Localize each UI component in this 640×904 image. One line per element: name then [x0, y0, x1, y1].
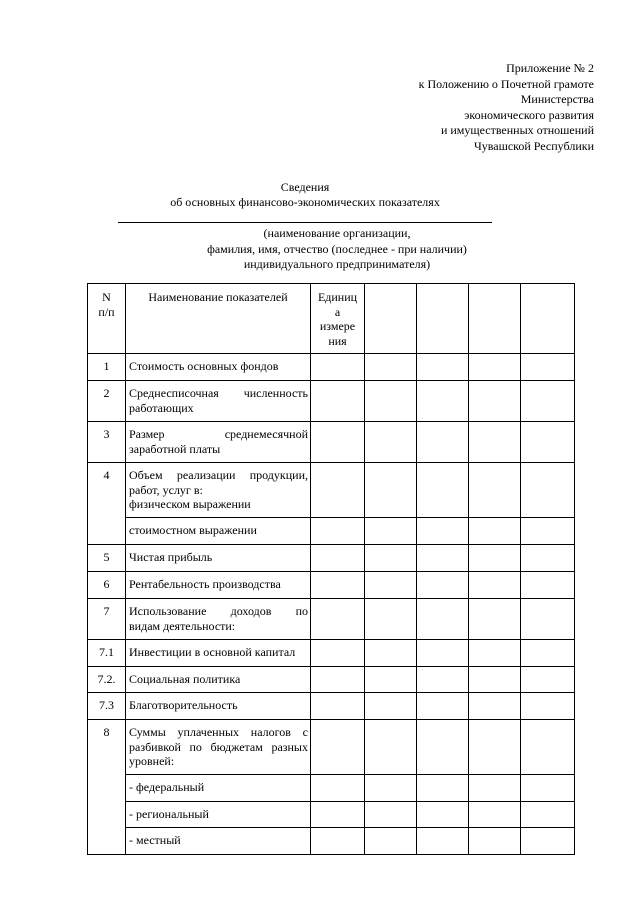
data-cell[interactable] — [469, 667, 521, 693]
data-cell[interactable] — [469, 693, 521, 720]
caption-line: индивидуального предпринимателя) — [243, 257, 431, 271]
row-num: 4 — [88, 463, 126, 545]
data-cell[interactable] — [365, 381, 417, 422]
data-cell[interactable] — [365, 518, 417, 545]
header-unit-l2: а — [334, 304, 341, 319]
header-unit — [311, 284, 365, 354]
data-cell[interactable] — [417, 381, 469, 422]
row-name: Рентабельность производства — [126, 572, 311, 599]
row-name-line: работ, услуг в: — [129, 482, 203, 497]
data-cell[interactable] — [365, 667, 417, 693]
data-cell[interactable] — [521, 284, 575, 354]
unit-cell[interactable] — [311, 381, 365, 422]
row-name: Инвестиции в основной капитал — [126, 640, 311, 667]
row-num: 7 — [88, 599, 126, 640]
row-name: стоимостном выражении — [126, 518, 311, 545]
table-header-row — [88, 284, 575, 354]
data-cell[interactable] — [417, 640, 469, 667]
row-name-line: Объем реализации продукции, — [129, 468, 308, 482]
title-line: Сведения — [280, 180, 330, 194]
data-cell[interactable] — [521, 422, 575, 463]
table-row — [88, 599, 575, 640]
row-name: Стоимость основных фондов — [126, 354, 311, 381]
row-num: 7.2. — [88, 667, 126, 693]
table-row — [88, 720, 575, 775]
data-cell[interactable] — [365, 599, 417, 640]
data-cell[interactable] — [521, 518, 575, 545]
row-name: Чистая прибыль — [126, 545, 311, 572]
table-row — [88, 828, 575, 855]
row-name-line: физическом выражении — [129, 497, 251, 511]
row-name-line: Размер среднемесячной — [129, 427, 308, 441]
table-row — [88, 422, 575, 463]
data-cell[interactable] — [521, 381, 575, 422]
header-unit-l1: Единиц — [317, 290, 358, 304]
row-num: 5 — [88, 545, 126, 572]
data-cell[interactable] — [521, 828, 575, 855]
unit-cell[interactable] — [311, 518, 365, 545]
row-name-line: Использование доходов по — [129, 604, 308, 618]
data-cell[interactable] — [417, 422, 469, 463]
data-cell[interactable] — [417, 667, 469, 693]
data-cell[interactable] — [365, 720, 417, 775]
data-cell[interactable] — [469, 802, 521, 828]
header-num-l2: п/п — [98, 304, 115, 319]
data-cell[interactable] — [469, 518, 521, 545]
data-cell[interactable] — [469, 599, 521, 640]
data-cell[interactable] — [521, 572, 575, 599]
row-name: Благотворительность — [126, 693, 311, 720]
data-cell[interactable] — [365, 775, 417, 802]
appendix-line: Министерства — [520, 92, 594, 106]
appendix-line: к Положению о Почетной грамоте — [418, 76, 594, 91]
caption-line: (наименование организации, — [263, 226, 411, 240]
data-cell[interactable] — [365, 354, 417, 381]
data-cell[interactable] — [365, 463, 417, 518]
row-num: 7.3 — [88, 693, 126, 720]
row-name: - региональный — [126, 802, 311, 828]
unit-cell[interactable] — [311, 720, 365, 775]
unit-cell[interactable] — [311, 693, 365, 720]
unit-cell[interactable] — [311, 599, 365, 640]
table-row — [88, 693, 575, 720]
data-cell[interactable] — [417, 599, 469, 640]
document-title — [118, 180, 492, 210]
appendix-line: и имущественных отношений — [440, 123, 594, 137]
data-cell[interactable] — [417, 284, 469, 354]
row-name-line: разбивкой по бюджетам разных — [129, 739, 308, 754]
data-cell[interactable] — [521, 802, 575, 828]
row-name-line: работающих — [129, 400, 194, 415]
data-cell[interactable] — [469, 828, 521, 855]
row-name-line: заработной платы — [129, 441, 221, 456]
appendix-header — [419, 61, 594, 154]
indicators-table — [87, 283, 575, 855]
appendix-line: экономического развития — [464, 107, 594, 122]
data-cell[interactable] — [469, 463, 521, 518]
data-cell[interactable] — [417, 720, 469, 775]
row-name-line: уровней: — [129, 754, 175, 768]
row-name: - местный — [126, 828, 311, 855]
row-num: 6 — [88, 572, 126, 599]
row-name — [126, 463, 311, 518]
data-cell[interactable] — [417, 828, 469, 855]
data-cell[interactable] — [469, 720, 521, 775]
data-cell[interactable] — [521, 640, 575, 667]
unit-cell[interactable] — [311, 463, 365, 518]
data-cell[interactable] — [469, 775, 521, 802]
appendix-line: Чувашской Республики — [473, 138, 594, 153]
data-cell[interactable] — [469, 422, 521, 463]
row-num: 7.1 — [88, 640, 126, 667]
data-cell[interactable] — [365, 284, 417, 354]
header-num-l1: N — [102, 290, 111, 304]
row-num: 3 — [88, 422, 126, 463]
unit-cell[interactable] — [311, 667, 365, 693]
table-row — [88, 381, 575, 422]
unit-cell[interactable] — [311, 775, 365, 802]
data-cell[interactable] — [521, 545, 575, 572]
data-cell[interactable] — [521, 354, 575, 381]
table-row — [88, 802, 575, 828]
header-unit-l3: измере — [319, 319, 356, 333]
data-cell[interactable] — [469, 381, 521, 422]
header-unit-l4: ния — [328, 333, 347, 348]
row-num: 2 — [88, 381, 126, 422]
row-name — [126, 599, 311, 640]
appendix-line: Приложение № 2 — [506, 61, 594, 75]
data-cell[interactable] — [365, 572, 417, 599]
row-name — [126, 381, 311, 422]
data-cell[interactable] — [469, 354, 521, 381]
fill-in-underline — [118, 222, 492, 223]
row-num: 1 — [88, 354, 126, 381]
header-name: Наименование показателей — [126, 284, 311, 354]
data-cell[interactable] — [417, 354, 469, 381]
data-cell[interactable] — [365, 802, 417, 828]
unit-cell[interactable] — [311, 640, 365, 667]
unit-cell[interactable] — [311, 828, 365, 855]
data-cell[interactable] — [469, 640, 521, 667]
data-cell[interactable] — [469, 284, 521, 354]
table-row — [88, 518, 575, 545]
row-name: - федеральный — [126, 775, 311, 802]
data-cell[interactable] — [469, 572, 521, 599]
row-name-line: видам деятельности: — [129, 618, 236, 633]
row-name — [126, 720, 311, 775]
row-name: Социальная политика — [126, 667, 311, 693]
row-name — [126, 422, 311, 463]
title-subline: об основных финансово-экономических показателях — [170, 195, 440, 209]
row-num: 8 — [88, 720, 126, 855]
data-cell[interactable] — [521, 599, 575, 640]
data-cell[interactable] — [417, 802, 469, 828]
data-cell[interactable] — [365, 693, 417, 720]
data-cell[interactable] — [365, 545, 417, 572]
data-cell[interactable] — [521, 720, 575, 775]
data-cell[interactable] — [365, 422, 417, 463]
unit-cell[interactable] — [311, 354, 365, 381]
row-name-line: Среднесписочная численность — [129, 386, 308, 400]
table-row — [88, 775, 575, 802]
table-row — [88, 640, 575, 667]
unit-cell[interactable] — [311, 572, 365, 599]
header-num — [88, 284, 126, 354]
data-cell[interactable] — [417, 693, 469, 720]
data-cell[interactable] — [521, 775, 575, 802]
data-cell[interactable] — [417, 545, 469, 572]
data-cell[interactable] — [521, 693, 575, 720]
data-cell[interactable] — [521, 667, 575, 693]
data-cell[interactable] — [417, 775, 469, 802]
unit-cell[interactable] — [311, 422, 365, 463]
data-cell[interactable] — [417, 518, 469, 545]
row-name-line: Суммы уплаченных налогов с — [129, 725, 308, 739]
caption-line: фамилия, имя, отчество (последнее - при наличии) — [207, 241, 467, 256]
table-row — [88, 572, 575, 599]
data-cell[interactable] — [365, 828, 417, 855]
data-cell[interactable] — [469, 545, 521, 572]
unit-cell[interactable] — [311, 545, 365, 572]
table-row — [88, 545, 575, 572]
data-cell[interactable] — [521, 463, 575, 518]
table-row — [88, 463, 575, 518]
data-cell[interactable] — [417, 572, 469, 599]
underline-caption — [150, 226, 524, 273]
unit-cell[interactable] — [311, 802, 365, 828]
data-cell[interactable] — [417, 463, 469, 518]
table-row — [88, 667, 575, 693]
table-row — [88, 354, 575, 381]
data-cell[interactable] — [365, 640, 417, 667]
